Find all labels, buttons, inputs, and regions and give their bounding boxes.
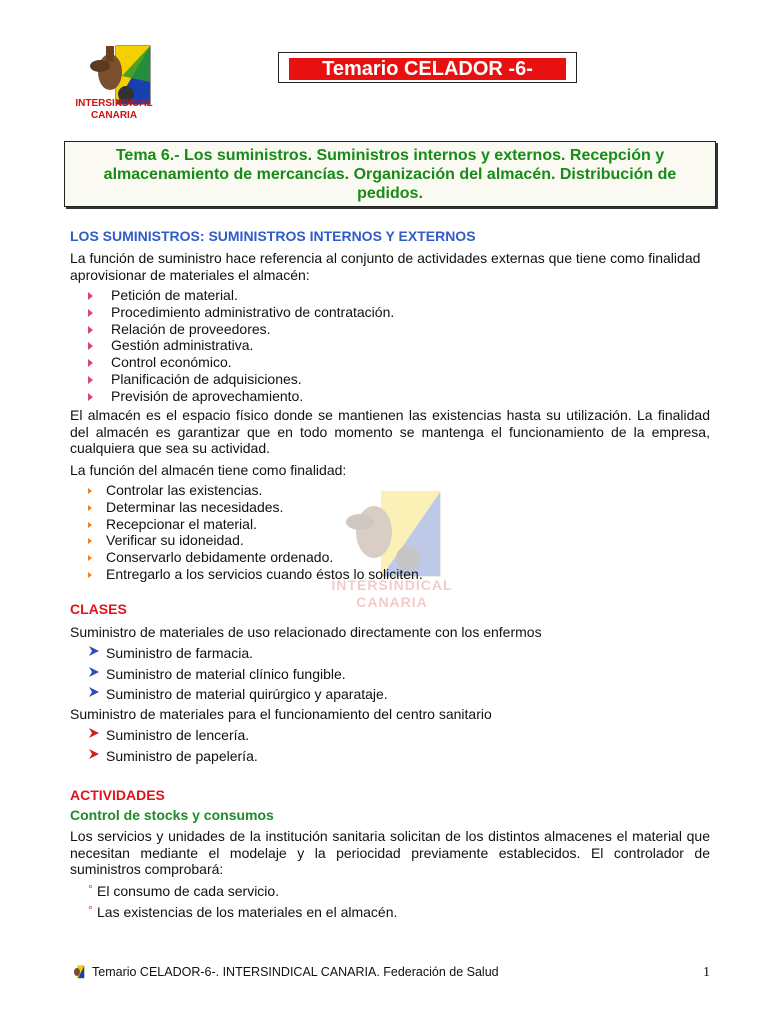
- paragraph-funcion-almacen: La función del almacén tiene como finalidad:: [70, 462, 347, 478]
- pink-arrow-bullet-icon: [88, 326, 93, 334]
- list-item: Gestión administrativa.: [88, 337, 394, 354]
- subheading-control-stocks: Control de stocks y consumos: [70, 807, 274, 823]
- watermark-text-line1: INTERSINDICAL: [331, 577, 453, 593]
- list-item: Previsión de aprovechamiento.: [88, 388, 394, 405]
- list-item: Recepcionar el material.: [88, 516, 423, 533]
- list-item: ° Las existencias de los materiales en el almacén.: [88, 902, 397, 923]
- orange-arrow-bullet-icon: [88, 555, 92, 561]
- list-item: Suministro de farmacia.: [88, 643, 388, 664]
- list-item: Control económico.: [88, 354, 394, 371]
- list-item: ° El consumo de cada servicio.: [88, 881, 397, 902]
- paragraph-almacen: El almacén es el espacio físico donde se mantienen las existencias hasta su utilización. La finalidad del almacén es garantizar que en todo momento se mantenga el funcionamiento de la empresa, cualquiera que sea su actividad.: [70, 407, 710, 456]
- list-controlador-checks: [88, 881, 397, 923]
- logo-text-line1: INTERSINDICAL: [75, 98, 153, 109]
- list-item: Suministro de lencería.: [88, 725, 258, 746]
- section-heading-actividades: ACTIVIDADES: [70, 787, 165, 803]
- degree-bullet-icon: °: [88, 882, 93, 896]
- topic-box: Tema 6.- Los suministros. Suministros internos y externos. Recepción y almacenamiento de mercancías. Organización del almacén. Distribución de pedidos.: [64, 141, 716, 207]
- list-item: Verificar su idoneidad.: [88, 532, 423, 549]
- pink-arrow-bullet-icon: [88, 309, 93, 317]
- red-arrowhead-bullet-icon: [88, 727, 100, 739]
- list-item: Planificación de adquisiciones.: [88, 371, 394, 388]
- section-heading-suministros: LOS SUMINISTROS: SUMINISTROS INTERNOS Y EXTERNOS: [70, 228, 476, 244]
- page-title: Temario CELADOR -6-: [289, 58, 566, 80]
- paragraph-intro: La función de suministro hace referencia al conjunto de actividades externas que tiene como finalidad aprovisionar de materiales el almacén:: [70, 250, 701, 283]
- orange-arrow-bullet-icon: [88, 538, 92, 544]
- pink-arrow-bullet-icon: [88, 359, 93, 367]
- list-item: Suministro de papelería.: [88, 746, 258, 767]
- pink-arrow-bullet-icon: [88, 393, 93, 401]
- list-item: Determinar las necesidades.: [88, 499, 423, 516]
- list-suministro-functions: [88, 287, 394, 405]
- paragraph-clases-2: Suministro de materiales para el funcionamiento del centro sanitario: [70, 706, 492, 722]
- page-number: 1: [703, 965, 710, 980]
- list-clases-centro: [88, 725, 258, 766]
- intersindical-logo: [64, 42, 164, 124]
- blue-arrowhead-bullet-icon: [88, 645, 100, 657]
- list-item: Relación de proveedores.: [88, 321, 394, 338]
- list-item: Suministro de material quirúrgico y aparataje.: [88, 684, 388, 705]
- list-item: Suministro de material clínico fungible.: [88, 664, 388, 685]
- orange-arrow-bullet-icon: [88, 522, 92, 528]
- orange-arrow-bullet-icon: [88, 488, 92, 494]
- footer-logo-icon: [70, 964, 86, 980]
- list-item: Entregarlo a los servicios cuando éstos lo soliciten.: [88, 566, 423, 583]
- watermark-text-line2: CANARIA: [356, 594, 428, 610]
- list-item: Procedimiento administrativo de contratación.: [88, 304, 394, 321]
- footer-text: Temario CELADOR-6-. INTERSINDICAL CANARIA. Federación de Salud: [92, 965, 499, 979]
- orange-arrow-bullet-icon: [88, 505, 92, 511]
- page-footer: [70, 964, 710, 982]
- section-heading-clases: CLASES: [70, 601, 127, 617]
- logo-text-line2: CANARIA: [90, 110, 138, 121]
- degree-bullet-icon: °: [88, 903, 93, 917]
- paragraph-actividades: Los servicios y unidades de la institución sanitaria solicitan de los distintos almacenes el material que necesitan mediante el modelaje y la periocidad previamente establecidos. El controlador de suministros comprobará:: [70, 828, 710, 877]
- list-clases-enfermos: [88, 643, 388, 705]
- list-item: Controlar las existencias.: [88, 482, 423, 499]
- pink-arrow-bullet-icon: [88, 376, 93, 384]
- list-almacen-functions: [88, 482, 423, 583]
- orange-arrow-bullet-icon: [88, 572, 92, 578]
- pink-arrow-bullet-icon: [88, 292, 93, 300]
- red-arrowhead-bullet-icon: [88, 748, 100, 760]
- blue-arrowhead-bullet-icon: [88, 666, 100, 678]
- blue-arrowhead-bullet-icon: [88, 686, 100, 698]
- paragraph-clases-1: Suministro de materiales de uso relacionado directamente con los enfermos: [70, 624, 542, 640]
- list-item: Conservarlo debidamente ordenado.: [88, 549, 423, 566]
- header-title-frame: [278, 52, 577, 83]
- list-item: Petición de material.: [88, 287, 394, 304]
- pink-arrow-bullet-icon: [88, 342, 93, 350]
